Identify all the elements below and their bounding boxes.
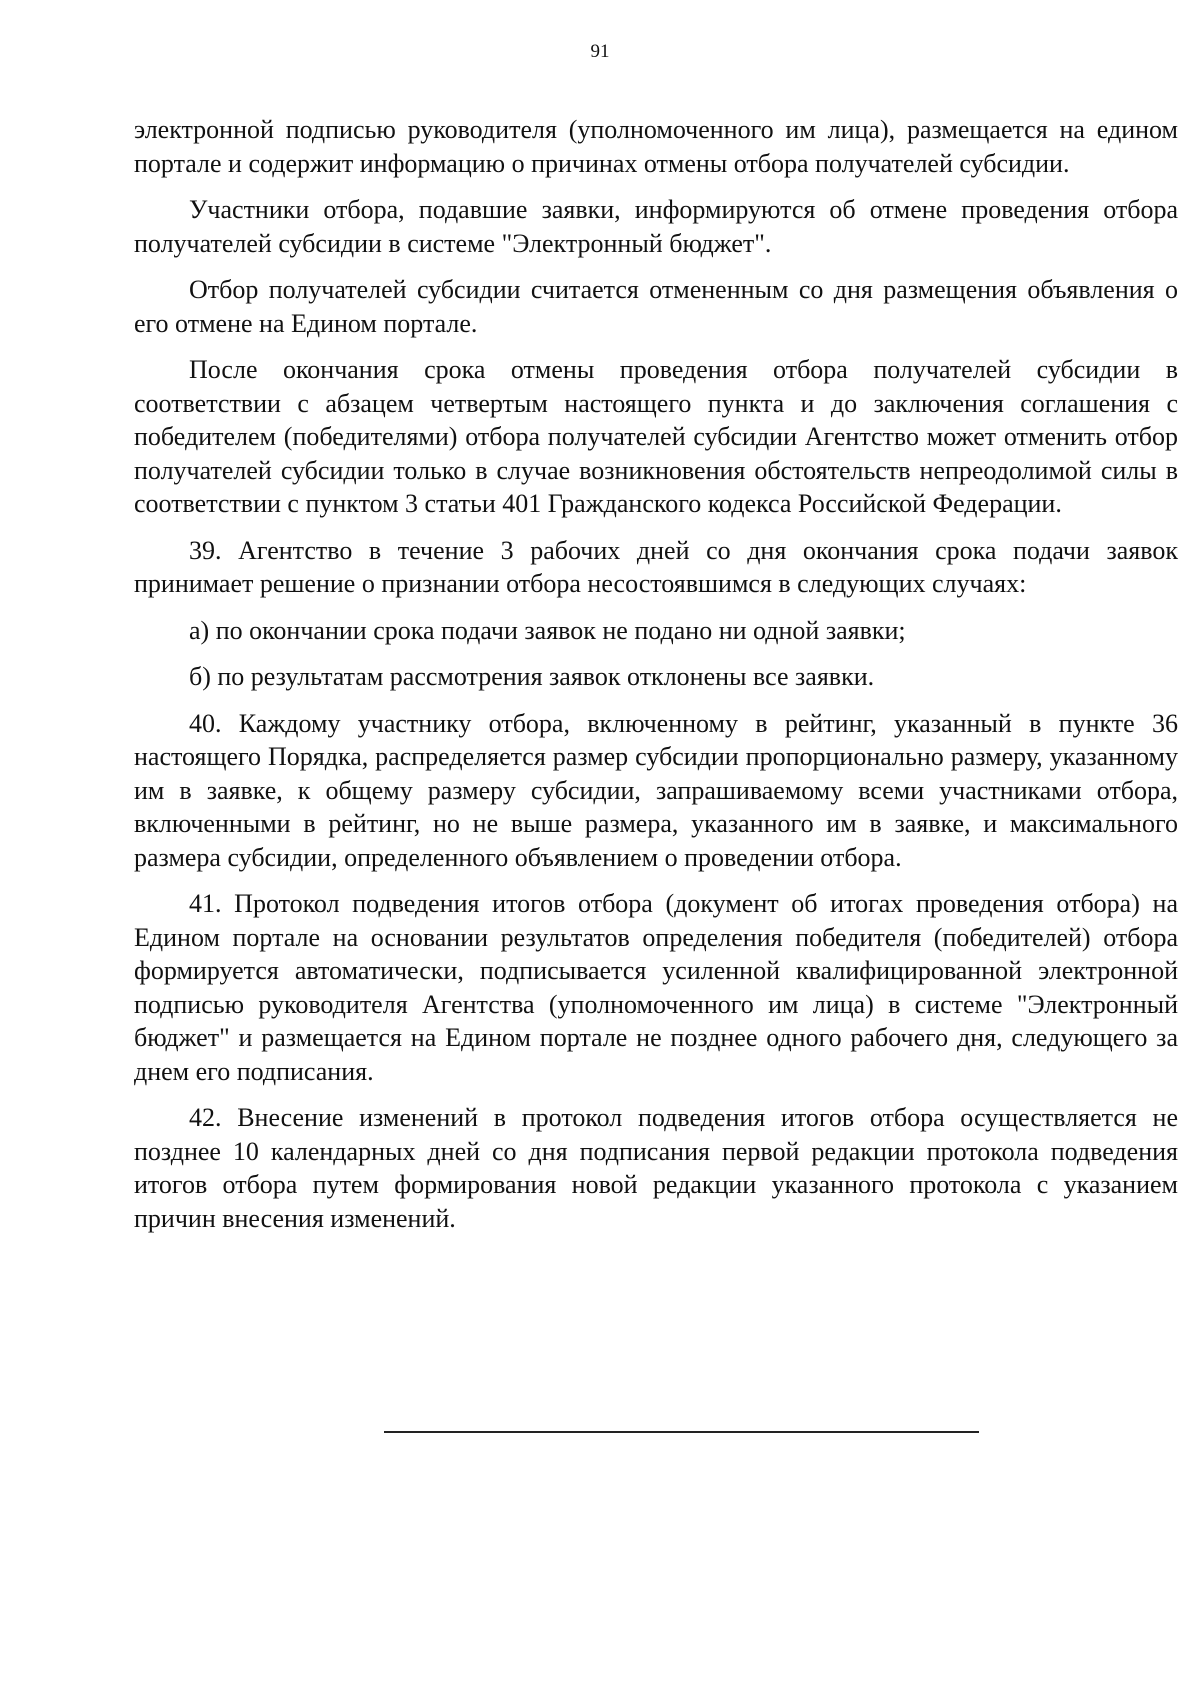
document-body — [134, 113, 1178, 1248]
paragraph-clause-39-b: б) по результатам рассмотрения заявок отклонены все заявки. — [189, 662, 875, 691]
page-number: 91 — [590, 41, 610, 62]
paragraph-clause-40: 40. Каждому участнику отбора, включенному в рейтинг, указанный в пункте 36 настоящего Порядка, распределяется размер субсидии пропорционально размеру, указанному им в заявке, к общему размеру субсидии, запрашиваемому всеми участниками отбора, включенными в рейтинг, но не выше размера, указанного им в заявке, и максимального размера субсидии, определенного объявлением о проведении отбора. — [134, 708, 1178, 872]
paragraph-selection-cancelled: Отбор получателей субсидии считается отмененным со дня размещения объявления о его отмене на Едином портале. — [134, 275, 1178, 338]
paragraph-clause-39-a: а) по окончании срока подачи заявок не подано ни одной заявки; — [189, 615, 906, 645]
paragraph-clause-42: 42. Внесение изменений в протокол подведения итогов отбора осуществляется не позднее 10 календарных дней со дня подписания первой редакции протокола подведения итогов отбора путем формирования новой редакции указанного протокола с указанием причин внесения изменений. — [134, 1103, 1178, 1233]
paragraph-clause-39: 39. Агентство в течение 3 рабочих дней со дня окончания срока подачи заявок принимает решение о признании отбора несостоявшимся в следующих случаях: — [134, 535, 1178, 598]
paragraph-force-majeure: После окончания срока отмены проведения отбора получателей субсидии в соответствии с абзацем четвертым настоящего пункта и до заключения соглашения с победителем (победителями) отбора получателей субсидии Агентство может отменить отбор получателей субсидии только в случае возникновения обстоятельств непреодолимой силы в соответствии с пунктом 3 статьи 401 Гражданского кодекса Российской Федерации. — [134, 355, 1178, 518]
paragraph-clause-41: 41. Протокол подведения итогов отбора (документ об итогах проведения отбора) на Едином портале на основании результатов определения победителя (победителей) отбора формируется автоматически, подписывается усиленной квалифицированной электронной подписью руководителя Агентства (уполномоченного им лица) в системе "Электронный бюджет" и размещается на Едином портале не позднее одного рабочего дня, следующего за днем его подписания. — [134, 889, 1178, 1086]
paragraph-participants-informed: Участники отбора, подавшие заявки, информируются об отмене проведения отбора получателей субсидии в системе "Электронный бюджет". — [134, 195, 1178, 258]
paragraph-continuation: электронной подписью руководителя (уполномоченного им лица), размещается на едином портале и содержит информацию о причинах отмены отбора получателей субсидии. — [134, 115, 1178, 178]
end-divider-line — [384, 1431, 979, 1433]
